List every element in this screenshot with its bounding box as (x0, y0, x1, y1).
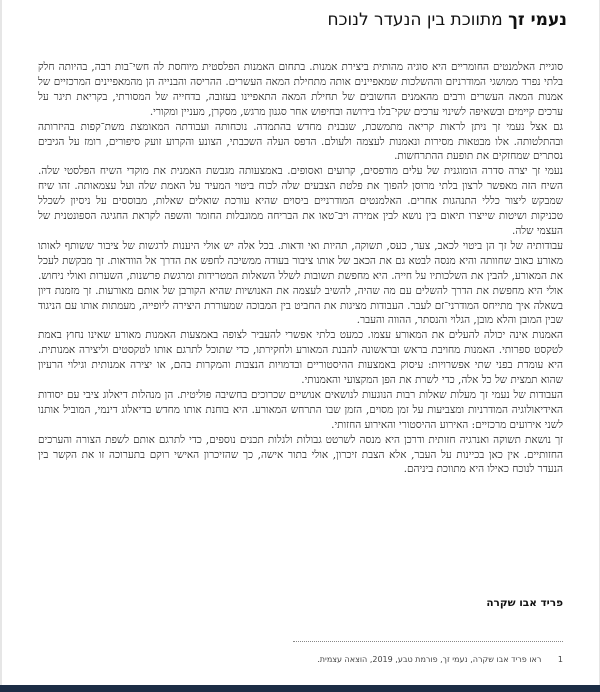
paragraph-3: נעמי זך יצרה סדרה הומוגנית של עלים מודפסים, קרועים ואסופים. באמצעותה מגבשת האמנית את מוקדי השיח הפלסטי שלה. השיח הזה מאפשר לרצון בלתי מרוסן להפוך את פלטת הצבעים שלה לכוח ביטוי המעיד על האמת שלה ועל עצמאותה. זהו שיח שמבקש ליצור כללי התנהגות אחרים. האלמנטים המודרניים ביסוים שהיא עורכת שואלים שאלות, מבוססים על ניסיון לשכלל טכניקות ושיטות שייצרו תיאום בין נושא לבין אמירה ויב־טאו את הבריחה ממוגבלות החומר והשפה לקראת החגיגה הספונטנית של העצמי שלה. (38, 165, 563, 237)
paragraph-4: עבודותיה של זך הן ביטוי לכאב, צער, כעס, תשוקה, תהיות ואי ודאות. בכל אלה יש אולי היענות לרגשות של ציבור ששותף לאותו מאורע כאוב שחוותה והיא מנסה לבטא גם את הכאב של אותו ציבור בעודה ממשיכה לחפש את הדרך אל הוודאות. זך מבקשת לעכל את המאורע, להבין את השלכותיו על חייה. היא מחפשת תשובות לשלל השאלות המטרידות ומרגשת פרשנות, השערות ואולי ניחוש. אולי היא מחפשת את הדרך להשלים עם מה שהיה, להשיב לעצמה את האנושיות שהיא הקורבן של אותם מאורעות. זך מזמנת דיון בשאלה איך מתייחס המודרני־זם לעבר. העבודות מציגות את החביט בין המבוכה שמעוררת היצירה ליופייה, מעמתות אותו עם הניגוד שבין המובן והלא מובן, הגלוי והנסתר, ההווה והעבר. (38, 239, 563, 327)
essay-body (38, 60, 563, 477)
paragraph-7: זך נושאת תשוקה ואנרגיה חזותית ודרכן היא מנסה לשרטט גבולות ולגלות תכנים נוספים, כדי לתרגם אותם לשפת הצורה והערכים החזותיים. אין כאן בכיינות על העבר, אלא הצבת זיכרון, אולי בתור אישה, כך שהזיכרון האישי רוקם בתערוכה זו את הקשר בין הנעדר לנוכח כאילו היא מתווכת ביניהם. (38, 433, 563, 476)
footnote (38, 655, 563, 664)
footnote-text: ראו פריד אבו שקרה, נעמי זך, פורמת טבע, 2019, הוצאה עצמית. (317, 655, 542, 664)
bottom-bar (0, 685, 600, 692)
title-text: מתווכת בין הנעדר לנוכח (327, 10, 503, 30)
page-title (34, 10, 567, 30)
paragraph-5: האמנות אינה יכולה להעלים את המאורע עצמו. כמעט בלתי אפשרי להעביר לצופה באמצעות האמנות מאורע שאינו נחוץ באמת לטקסט ספרותי. האמנות מחויבת בראש ובראשונה להבנת המאורע ולחקירתו, כדי שתוכל לתרגם אותו לטקסטים וליצירה אמנותית. היא עומדת בפני שתי אפשרויות: עיסוק באמצעות ההיסטוריים ובדמויות הנצבות והמקרות בהם, או יצירה אמנותית וגילוי הרעיון שהוא תמצית של כל אלה, כדי לשרת את הפן המקצועי והאמנותי. (38, 329, 563, 387)
paragraph-6: העבודות של נעמי זך מעלות שאלות רבות הנוגעות לנושאים אנושיים שכרוכים בחשיבה פוליטית. הן מנהלות דיאלוג ציבי עם יסודות האידיאולוגיה המודרניות ומצביעות על זמן מסוים, הזמן שבו התרחש המאורע. היא בוחנת אותו מחדש בדיאלוג דינמי, המוביל אותנו לשני אירועים מרכזיים: האירוע ההיסטורי והאירוע החזותי. (38, 388, 563, 431)
paragraph-2: גם אצל נעמי זך ניתן לראות קריאה מתמשכת, שנבנית מחדש בהתמדה. נוכחותה ועבודתה המאומצת משת־קפות בהיזרותה ובהתלטותה. אלו מבטאות מסירות ונאמנות לעצמה ולעולם. הדפס העלה השכבתי, הצונע והקרוע זועק סיפורים, רומז על הגיבים נסתרים שמחזקים את תופעת ההתרחשות. (38, 120, 563, 163)
title-author: נעמי זך (508, 10, 567, 30)
footnote-number: 1 (557, 655, 563, 664)
footnote-divider (293, 641, 563, 642)
paragraph-1: סוגיית האלמנטים החומריים היא סוגיה מהותית ביצירת אמנות. בתחום האמנות הפלסטית מיוחסת לה חשי־בות רבה, בהיותה חלק בלתי נפרד ממושגי המודרניזם וההשלכות שמאפיינים אותה מתחילת המאה העשרים. ההריסה והבנייה הן מהמאפיינים המרכזיים של אמנות המאה העשרים ורבים מהאמנים החשובים של תחילת המאה התאפיינו בעזובה, בדחייה של המסורתי, בקריאת תיגר על ערכים קיימים ובשאיפה לשינוי ערכים שקי־בלו בירושה ובחיפוש אחר סגנון מרגש, מסקרן, מעניין ומקורי. (38, 61, 563, 118)
author-signature: פריד אבו שקרה (486, 597, 563, 609)
